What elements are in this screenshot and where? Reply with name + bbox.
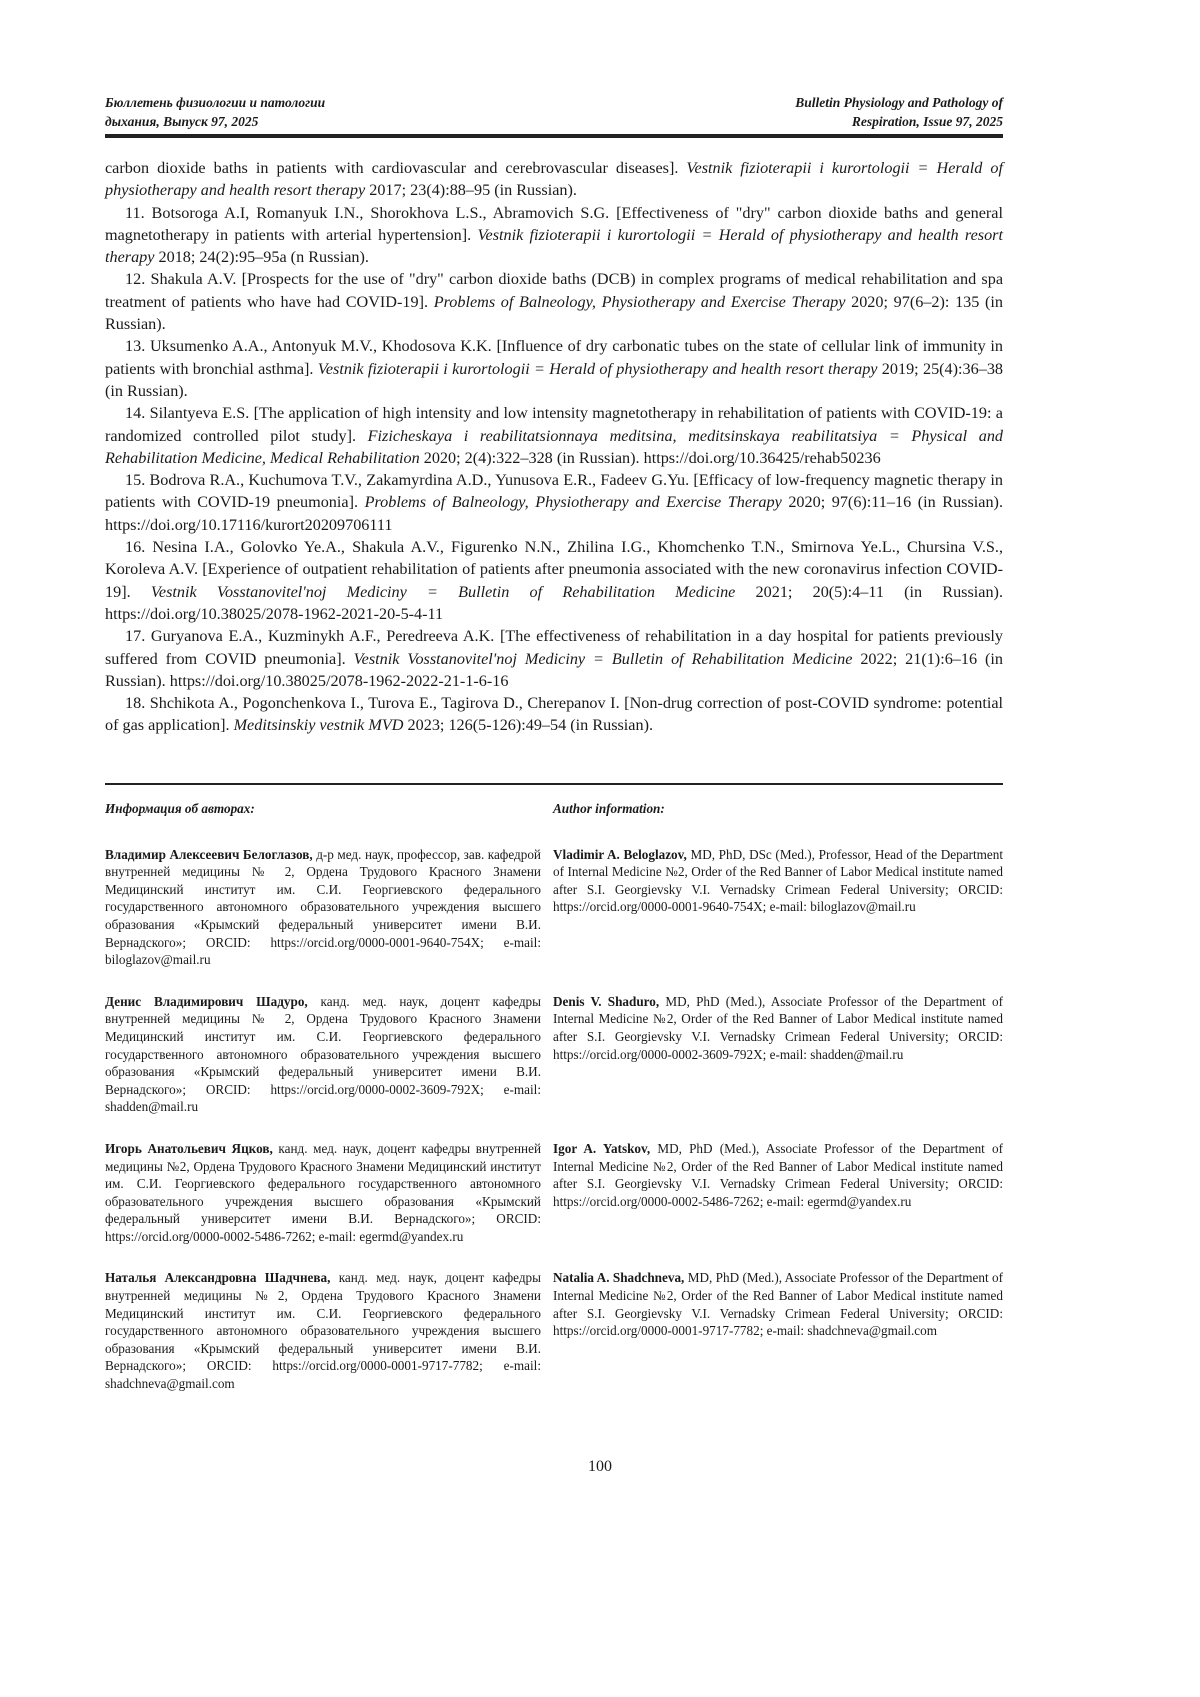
reference-source: Fizicheskaya i reabilitatsionnaya meditsina, meditsinskaya reabilitatsiya = Physical and Rehabilitation Medicine, Medical Rehabilitation	[105, 427, 1003, 467]
author-info-en	[553, 846, 1003, 969]
author-info-en	[553, 1140, 1003, 1246]
reference-source: Problems of Balneology, Physiotherapy and Exercise Therapy	[365, 493, 782, 511]
header-journal-ru: Бюллетень физиологии и патологии дыхания, Выпуск 97, 2025	[105, 93, 325, 131]
header-journal-en: Bulletin Physiology and Pathology of Respiration, Issue 97, 2025	[795, 93, 1003, 131]
author-details: MD, PhD (Med.), Associate Professor of the Department of Internal Medicine №2, Order of the Red Banner of Labor Medical institute named after S.I. Georgievsky V.I. Vernadsky Crimean Federal University; ORCID: https://orcid.org/0000-0002-3609-792X; e-mail: shadden@mail.ru	[553, 994, 1003, 1062]
reference-text: 2021; 20(5):4–11 (in Russian). https://doi.org/10.38025/2078-1962-2021-20-5-4-11	[105, 583, 1003, 623]
reference-text: 2018; 24(2):95–95a (n Russian).	[154, 248, 368, 266]
author-info-en	[553, 1269, 1003, 1392]
author-info-ru	[105, 1269, 541, 1392]
reference-text: 11. Botsoroga A.I, Romanyuk I.N., Shorokhova L.S., Abramovich S.G. [Effectiveness of "dry" carbon dioxide baths and general magnetotherapy in patients with arterial hypertension].	[105, 204, 1003, 244]
reference-text: 18. Shchikota A., Pogonchenkova I., Turova E., Tagirova D., Cherepanov I. [Non-drug correction of post-COVID syndrome: potential of gas application].	[105, 694, 1003, 734]
reference-text: 14. Silantyeva E.S. [The application of high intensity and low intensity magnetotherapy in rehabilitation of patients with COVID-19: a randomized controlled pilot study].	[105, 404, 1003, 444]
author-details: д-р мед. наук, профессор, зав. кафедрой внутренней медицины № 2, Ордена Трудового Красного Знамени Медицинский институт им. С.И. Георгиевского федерального государственного автономного образовательного учреждения высшего образования «Крымский федеральный университет имени В.И. Вернадского»; ORCID: https://orcid.org/0000-0001-9640-754X; e-mail: biloglazov@mail.ru	[105, 847, 541, 968]
author-name: Наталья Александровна Шадчнева,	[105, 1270, 330, 1285]
reference-text: 2020; 97(6–2): 135 (in Russian).	[105, 293, 1003, 333]
reference-text: 17. Guryanova E.A., Kuzminykh A.F., Peredreeva A.K. [The effectiveness of rehabilitation in a day hospital for patients previously suffered from COVID pneumonia].	[105, 627, 1003, 667]
author-details: MD, PhD (Med.), Associate Professor of the Department of Internal Medicine №2, Order of the Red Banner of Labor Medical institute named after S.I. Georgievsky V.I. Vernadsky Crimean Federal University; ORCID: https://orcid.org/0000-0002-5486-7262; e-mail: egermd@yandex.ru	[553, 1141, 1003, 1209]
reference-text: carbon dioxide baths in patients with cardiovascular and cerebrovascular diseases].	[105, 159, 686, 177]
reference-item	[105, 202, 1003, 269]
author-information	[105, 800, 1003, 1393]
author-info-ru	[105, 993, 541, 1116]
reference-text: 12. Shakula A.V. [Prospects for the use of "dry" carbon dioxide baths (DCB) in complex programs of medical rehabilitation and spa treatment of patients who have had COVID-19].	[105, 270, 1003, 310]
author-info-en	[553, 993, 1003, 1116]
reference-source: Vestnik fizioterapii i kurortologii = Herald of physiotherapy and health resort therapy	[318, 360, 878, 378]
reference-source: Vestnik fizioterapii i kurortologii = Herald of physiotherapy and health resort therapy	[105, 159, 1003, 199]
reference-item	[105, 625, 1003, 692]
reference-item	[105, 268, 1003, 335]
author-info-ru	[105, 846, 541, 969]
author-name: Natalia A. Shadchneva,	[553, 1270, 684, 1285]
author-name: Vladimir A. Beloglazov,	[553, 847, 687, 862]
reference-source: Problems of Balneology, Physiotherapy and Exercise Therapy	[434, 293, 846, 311]
reference-item	[105, 402, 1003, 469]
author-details: канд. мед. наук, доцент кафедры внутренней медицины №2, Ордена Трудового Красного Знамени Медицинский институт им. С.И. Георгиевского федерального государственного автономного образовательного учреждения высшего образования «Крымский федеральный университет имени В.И. Вернадского»; ORCID: https://orcid.org/0000-0002-5486-7262; e-mail: egermd@yandex.ru	[105, 1141, 541, 1244]
reference-text: 2017; 23(4):88–95 (in Russian).	[365, 181, 577, 199]
reference-source: Vestnik Vosstanovitel'noj Mediciny = Bulletin of Rehabilitation Medicine	[151, 583, 736, 601]
reference-item	[105, 157, 1003, 202]
author-info-ru	[105, 1140, 541, 1246]
author-name: Igor A. Yatskov,	[553, 1141, 650, 1156]
reference-text: 2023; 126(5-126):49–54 (in Russian).	[403, 716, 653, 734]
reference-text: 16. Nesina I.A., Golovko Ye.A., Shakula A.V., Figurenko N.N., Zhilina I.G., Khomchenko T.N., Smirnova Ye.L., Chursina V.S., Koroleva A.V. [Experience of outpatient rehabilitation of patients after pneumonia associated with the new coronavirus infection COVID-19].	[105, 538, 1003, 601]
author-name: Денис Владимирович Шадуро,	[105, 994, 308, 1009]
reference-source: Meditsinskiy vestnik MVD	[234, 716, 404, 734]
author-details: MD, PhD (Med.), Associate Professor of the Department of Internal Medicine №2, Order of the Red Banner of Labor Medical institute named after S.I. Georgievsky V.I. Vernadsky Crimean Federal University; ORCID: https://orcid.org/0000-0001-9717-7782; e-mail: shadchneva@gmail.com	[553, 1270, 1003, 1338]
author-name: Denis V. Shaduro,	[553, 994, 659, 1009]
reference-item	[105, 335, 1003, 402]
authors-en-title: Author information:	[553, 800, 1003, 818]
author-name: Игорь Анатольевич Яцков,	[105, 1141, 273, 1156]
reference-text: 2022; 21(1):6–16 (in Russian). https://doi.org/10.38025/2078-1962-2022-21-1-6-16	[105, 650, 1003, 690]
header-rule	[105, 134, 1003, 138]
author-name: Владимир Алексеевич Белоглазов,	[105, 847, 313, 862]
reference-list	[105, 157, 1003, 737]
reference-text: 2020; 2(4):322–328 (in Russian). https://doi.org/10.36425/rehab50236	[420, 449, 881, 467]
authors-ru-title: Информация об авторах:	[105, 800, 541, 818]
author-details: канд. мед. наук, доцент кафедры внутренней медицины №2, Ордена Трудового Красного Знамени Медицинский институт им. С.И. Георгиевского федерального государственного автономного образовательного учреждения высшего образования «Крымский федеральный университет имени В.И. Вернадского»; ORCID: https://orcid.org/0000-0001-9717-7782; e-mail: shadchneva@gmail.com	[105, 1270, 541, 1391]
reference-text: 2020; 97(6):11–16 (in Russian). https://doi.org/10.17116/kurort20209706111	[105, 493, 1003, 533]
author-details: канд. мед. наук, доцент кафедры внутренней медицины № 2, Ордена Трудового Красного Знамени Медицинский институт им. С.И. Георгиевского федерального государственного автономного образовательного учреждения высшего образования «Крымский федеральный университет имени В.И. Вернадского»; ORCID: https://orcid.org/0000-0002-3609-792X; e-mail: shadden@mail.ru	[105, 994, 541, 1115]
reference-text: 2019; 25(4):36–38 (in Russian).	[105, 360, 1003, 400]
reference-item	[105, 536, 1003, 625]
reference-source: Vestnik Vosstanovitel'noj Mediciny = Bulletin of Rehabilitation Medicine	[354, 650, 853, 668]
reference-item	[105, 692, 1003, 737]
reference-text: 13. Uksumenko A.A., Antonyuk M.V., Khodosova K.K. [Influence of dry carbonatic tubes on the state of cellular link of immunity in patients with bronchial asthma].	[105, 337, 1003, 377]
section-divider	[105, 783, 1003, 785]
running-header	[105, 93, 1003, 131]
reference-source: Vestnik fizioterapii i kurortologii = Herald of physiotherapy and health resort therapy	[105, 226, 1003, 266]
reference-text: 15. Bodrova R.A., Kuchumova T.V., Zakamyrdina A.D., Yunusova E.R., Fadeev G.Yu. [Efficacy of low-frequency magnetic therapy in patients with COVID-19 pneumonia].	[105, 471, 1003, 511]
page-number: 100	[0, 1458, 1200, 1476]
author-details: MD, PhD, DSc (Med.), Professor, Head of the Department of Internal Medicine №2, Order of the Red Banner of Labor Medical institute named after S.I. Georgievsky V.I. Vernadsky Crimean Federal University; ORCID: https://orcid.org/0000-0001-9640-754X; e-mail: biloglazov@mail.ru	[553, 847, 1003, 915]
reference-item	[105, 469, 1003, 536]
